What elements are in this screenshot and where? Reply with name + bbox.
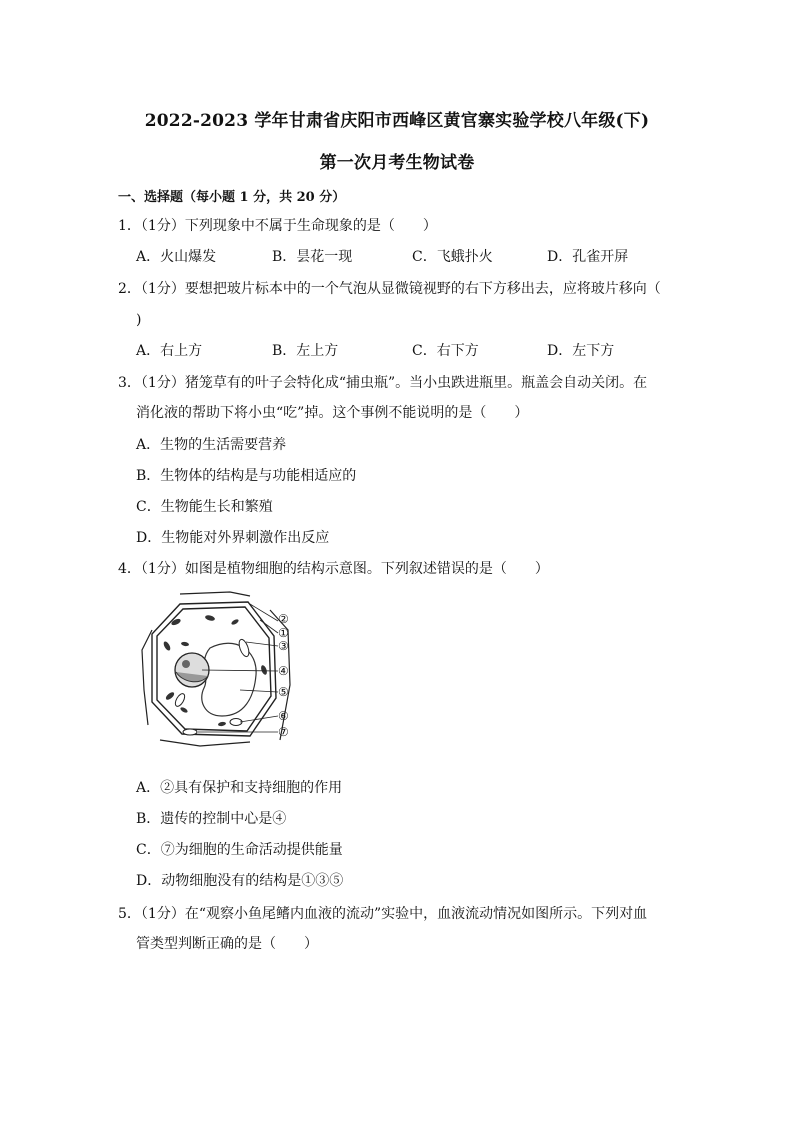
q2-option-b: B．左上方: [272, 343, 339, 359]
q4-option-d: D．动物细胞没有的结构是①③⑤: [136, 873, 344, 889]
q1-option-a: A．火山爆发: [136, 249, 217, 265]
question-2-stem-cont: ): [136, 312, 142, 328]
question-5-stem-cont: 管类型判断正确的是（ ）: [136, 936, 318, 952]
figure-label-6: ⑥: [278, 709, 289, 723]
plant-cell-figure: [140, 590, 300, 750]
q1-option-b: B．昙花一现: [272, 249, 353, 265]
question-5-stem: 5．（1分）在“观察小鱼尾鳍内血液的流动”实验中，血液流动情况如图所示。下列对血: [118, 906, 648, 922]
question-3-stem-cont: 消化液的帮助下将小虫“吃”掉。这个事例不能说明的是（ ）: [136, 405, 529, 421]
q4-option-c: C．⑦为细胞的生命活动提供能量: [136, 842, 343, 858]
question-2-stem: 2．（1分）要想把玻片标本中的一个气泡从显微镜视野的右下方移出去，应将玻片移向（: [118, 281, 661, 297]
q2-option-c: C．右下方: [412, 343, 479, 359]
q4-option-a: A．②具有保护和支持细胞的作用: [136, 780, 343, 796]
figure-label-4: ④: [278, 664, 289, 678]
q4-option-b: B．遗传的控制中心是④: [136, 811, 287, 827]
figure-label-7: ⑦: [278, 725, 289, 739]
figure-label-2: ②: [278, 612, 289, 626]
section-heading: 一、选择题（每小题 1 分，共 20 分）: [118, 190, 346, 205]
question-1-stem: 1．（1分）下列现象中不属于生命现象的是（ ）: [118, 218, 437, 234]
q3-option-d: D．生物能对外界刺激作出反应: [136, 530, 330, 546]
q2-option-a: A．右上方: [136, 343, 203, 359]
figure-label-3: ③: [278, 639, 289, 653]
question-3-stem: 3．（1分）猪笼草有的叶子会特化成“捕虫瓶”。当小虫跌进瓶里。瓶盖会自动关闭。在: [118, 375, 648, 391]
figure-label-5: ⑤: [278, 685, 289, 699]
q2-option-d: D．左下方: [547, 343, 615, 359]
title-line-1: 2022-2023 学年甘肃省庆阳市西峰区黄官寨实验学校八年级(下): [144, 111, 650, 131]
q3-option-b: B．生物体的结构是与功能相适应的: [136, 468, 357, 484]
title-line-2: 第一次月考生物试卷: [319, 153, 475, 173]
nucleolus: [182, 660, 190, 668]
q1-option-c: C．飞蛾扑火: [412, 249, 493, 265]
q1-option-d: D．孔雀开屏: [547, 249, 629, 265]
q3-option-a: A．生物的生活需要营养: [136, 437, 287, 453]
question-4-stem: 4．（1分）如图是植物细胞的结构示意图。下列叙述错误的是（ ）: [118, 561, 549, 577]
figure-label-1: ①: [278, 626, 289, 640]
q3-option-c: C．生物能生长和繁殖: [136, 499, 273, 515]
